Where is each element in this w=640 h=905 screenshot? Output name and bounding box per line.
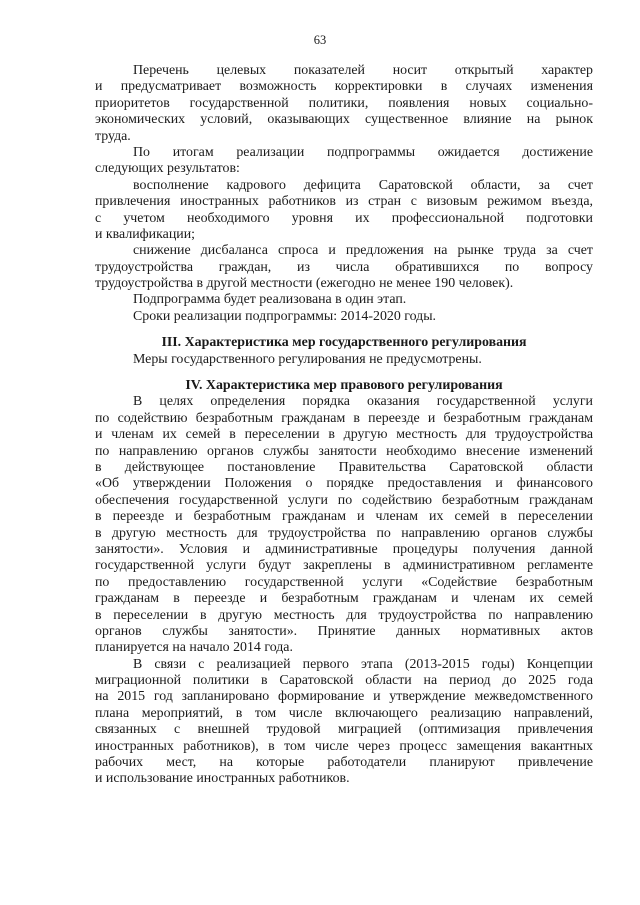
spacer [95, 368, 593, 378]
paragraph [95, 292, 593, 308]
text-line: приоритетов государственной политики, появления новых социально- [95, 95, 593, 111]
spacer [95, 325, 593, 335]
text-line: планируется на начало 2014 года. [95, 640, 293, 656]
paragraph [95, 394, 593, 656]
section-3 [95, 335, 593, 368]
text-line: В целях определения порядка оказания государственной услуги [133, 394, 593, 410]
text-line: Меры государственного регулирования не предусмотрены. [133, 351, 482, 367]
text-line: восполнение кадрового дефицита Саратовской области, за счет [133, 177, 593, 193]
text-line: трудоустройства в другой местности (ежегодно не менее 190 человек). [95, 276, 514, 292]
text-line: снижение дисбаланса спроса и предложения на рынке труда за счет [133, 243, 593, 259]
text-line: в другую местность для трудоустройства по направлению органов службы [95, 525, 593, 541]
text-line: и членам их семей в переселении в другую местность для трудоустройства [95, 427, 593, 443]
paragraph [95, 145, 593, 178]
text-line: экономических условий, оказывающих существенное влияние на рынок [95, 112, 593, 128]
paragraph [95, 243, 593, 292]
text-line: в переезде и безработным гражданам и членам их семей в переселении [95, 509, 593, 525]
text-line: в действующее постановление Правительства Саратовской области [95, 459, 593, 475]
text-line: органов службы занятости». Принятие данных нормативных актов [95, 623, 593, 639]
text-line: иностранных работников), в том числе через процесс замещения вакантных [95, 738, 593, 754]
text-line: гражданам в переезде и безработным гражданам и членам их семей [95, 591, 593, 607]
section-heading: IV. Характеристика мер правового регулирования [185, 378, 503, 394]
text-line: следующих результатов: [95, 161, 240, 177]
text-line: обеспечения государственной услуги по содействию безработным гражданам [95, 492, 593, 508]
paragraph [95, 63, 593, 145]
text-line: Сроки реализации подпрограммы: 2014-2020 годы. [133, 308, 437, 324]
text-line: с учетом необходимого уровня их профессиональной подготовки [95, 210, 593, 226]
paragraph [95, 178, 593, 244]
section-4 [95, 378, 593, 788]
text-line: В связи с реализацией первого этапа (2013-2015 годы) Концепции [133, 656, 593, 672]
text-line: по направлению органов службы занятости необходимо внесение изменений [95, 443, 593, 459]
text-line: плана мероприятий, в том числе включающего реализацию направлений, [95, 705, 593, 721]
page-body [95, 63, 593, 788]
text-line: и предусматривает возможность корректировки в случаях изменения [95, 79, 593, 95]
text-line: По итогам реализации подпрограммы ожидается достижение [133, 144, 593, 160]
text-line: «Об утверждении Положения о порядке предоставления и финансового [95, 476, 593, 492]
text-line: и квалификации; [95, 226, 195, 242]
text-line: занятости». Условия и административные процедуры получения данной [95, 541, 593, 557]
text-line: Перечень целевых показателей носит открытый характер [133, 63, 593, 78]
text-line: по содействию безработным гражданам в переезде и безработным гражданам [95, 410, 593, 426]
text-line: труда. [95, 128, 131, 144]
text-line: связанных с внешней трудовой миграцией (оптимизация привлечения [95, 722, 593, 738]
text-line: рабочих мест, на которые работодатели планируют привлечение [95, 755, 593, 771]
text-line: государственной услуги будут закреплены в административном регламенте [95, 558, 593, 574]
paragraph [95, 309, 593, 325]
paragraph [95, 657, 593, 788]
text-line: в переселении в другую местность для трудоустройства по направлению [95, 607, 593, 623]
section-heading: III. Характеристика мер государственного регулирования [161, 335, 527, 351]
text-line: Подпрограмма будет реализована в один этап. [133, 292, 407, 308]
text-line: привлечения иностранных работников из стран с визовым режимом въезда, [95, 194, 593, 210]
text-line: трудоустройства граждан, из числа обратившихся по вопросу [95, 259, 593, 275]
text-line: миграционной политики в Саратовской области на период до 2025 года [95, 673, 593, 689]
text-line: и использование иностранных работников. [95, 771, 350, 787]
text-line: по предоставлению государственной услуги «Содействие безработным [95, 574, 593, 590]
page-number: 63 [313, 33, 327, 47]
text-line: на 2015 год запланировано формирование и утверждение межведомственного [95, 689, 593, 705]
